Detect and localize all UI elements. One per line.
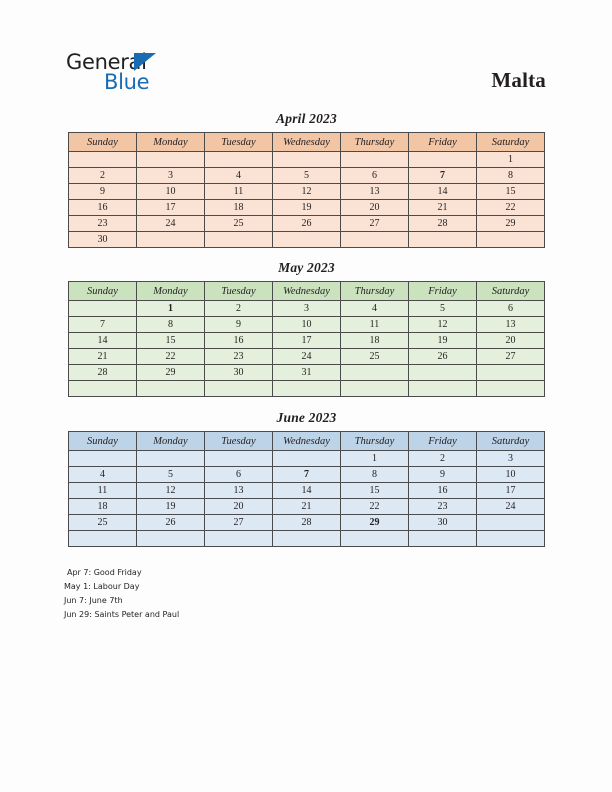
holiday-legend bbox=[64, 566, 464, 622]
calendar-day-cell[interactable]: 17 bbox=[273, 333, 341, 349]
calendar-day-cell[interactable]: 29 bbox=[477, 216, 545, 232]
calendar-day-cell[interactable]: 15 bbox=[477, 184, 545, 200]
legend-item: Jun 29: Saints Peter and Paul bbox=[64, 610, 180, 619]
weekday-header-wednesday: Wednesday bbox=[273, 133, 341, 152]
calendar-day-cell[interactable]: 20 bbox=[205, 499, 273, 515]
calendar-day-cell[interactable]: 12 bbox=[273, 184, 341, 200]
logo-triangle-icon bbox=[134, 53, 156, 71]
calendar-day-cell[interactable]: 23 bbox=[409, 499, 477, 515]
weekday-header-saturday: Saturday bbox=[477, 133, 545, 152]
calendar-day-cell[interactable]: 16 bbox=[205, 333, 273, 349]
logo-text-blue: Blue bbox=[104, 70, 150, 94]
calendar-day-cell[interactable]: 22 bbox=[341, 499, 409, 515]
calendar-body bbox=[69, 152, 545, 248]
calendar-table-april bbox=[68, 132, 545, 248]
calendar-day-cell[interactable]: 7 bbox=[69, 317, 137, 333]
month-title: May 2023 bbox=[278, 260, 335, 275]
calendar-day-cell[interactable]: 24 bbox=[273, 349, 341, 365]
calendar-day-cell[interactable]: 18 bbox=[69, 499, 137, 515]
weekday-header-row bbox=[69, 133, 545, 152]
calendar-day-cell[interactable]: 29 bbox=[137, 365, 205, 381]
calendar-week-row bbox=[69, 515, 545, 531]
calendar-day-cell[interactable]: 2 bbox=[409, 451, 477, 467]
calendar-day-cell[interactable]: 17 bbox=[137, 200, 205, 216]
calendar-week-row bbox=[69, 184, 545, 200]
calendar-day-cell[interactable]: 30 bbox=[205, 365, 273, 381]
calendar-day-cell[interactable]: 14 bbox=[409, 184, 477, 200]
calendar-table-june bbox=[68, 431, 545, 547]
calendar-body bbox=[69, 451, 545, 547]
weekday-header-sunday: Sunday bbox=[69, 432, 137, 451]
weekday-header-friday: Friday bbox=[409, 282, 477, 301]
calendar-day-cell[interactable]: 21 bbox=[409, 200, 477, 216]
calendar-week-row bbox=[69, 451, 545, 467]
calendar-day-cell[interactable]: 10 bbox=[273, 317, 341, 333]
calendar-week-row bbox=[69, 317, 545, 333]
weekday-header-thursday: Thursday bbox=[341, 282, 409, 301]
calendar-week-row bbox=[69, 381, 545, 397]
calendar-day-cell[interactable]: 9 bbox=[205, 317, 273, 333]
calendar-day-cell[interactable]: 22 bbox=[137, 349, 205, 365]
calendar-day-cell[interactable]: 21 bbox=[69, 349, 137, 365]
calendar-day-cell[interactable]: 23 bbox=[205, 349, 273, 365]
month-title: June 2023 bbox=[276, 410, 337, 425]
calendar-empty-cell bbox=[137, 531, 205, 547]
calendar-day-cell[interactable]: 1 bbox=[477, 152, 545, 168]
calendar-day-cell[interactable]: 28 bbox=[273, 515, 341, 531]
calendar-day-cell[interactable]: 14 bbox=[273, 483, 341, 499]
calendar-day-cell[interactable]: 18 bbox=[205, 200, 273, 216]
logo-text-general: General bbox=[66, 50, 147, 74]
calendar-day-cell[interactable]: 15 bbox=[341, 483, 409, 499]
weekday-header-monday: Monday bbox=[137, 133, 205, 152]
weekday-header-tuesday: Tuesday bbox=[205, 282, 273, 301]
calendar-day-cell[interactable]: 1 bbox=[341, 451, 409, 467]
calendar-empty-cell bbox=[273, 381, 341, 397]
calendar-day-cell[interactable]: 8 bbox=[341, 467, 409, 483]
calendar-day-cell[interactable]: 23 bbox=[69, 216, 137, 232]
weekday-header-row bbox=[69, 282, 545, 301]
page-header bbox=[0, 0, 612, 112]
calendar-day-cell[interactable]: 13 bbox=[341, 184, 409, 200]
calendar-day-cell[interactable]: 5 bbox=[137, 467, 205, 483]
calendar-empty-cell bbox=[205, 232, 273, 248]
calendar-empty-cell bbox=[341, 381, 409, 397]
weekday-header-friday: Friday bbox=[409, 432, 477, 451]
weekday-header-tuesday: Tuesday bbox=[205, 133, 273, 152]
calendar-empty-cell bbox=[205, 152, 273, 168]
calendar-day-cell[interactable]: 21 bbox=[273, 499, 341, 515]
calendar-day-cell[interactable]: 8 bbox=[137, 317, 205, 333]
calendar-day-cell[interactable]: 6 bbox=[477, 301, 545, 317]
calendar-empty-cell bbox=[477, 365, 545, 381]
calendar-day-cell[interactable]: 11 bbox=[341, 317, 409, 333]
calendar-empty-cell bbox=[341, 152, 409, 168]
weekday-header-thursday: Thursday bbox=[341, 432, 409, 451]
calendar-empty-cell bbox=[137, 152, 205, 168]
calendar-empty-cell bbox=[137, 451, 205, 467]
calendar-day-cell[interactable]: 15 bbox=[137, 333, 205, 349]
calendar-day-cell[interactable]: 17 bbox=[477, 483, 545, 499]
calendar-week-row bbox=[69, 301, 545, 317]
calendar-empty-cell bbox=[477, 515, 545, 531]
calendar-day-cell[interactable]: 26 bbox=[273, 216, 341, 232]
calendar-day-cell[interactable]: 16 bbox=[69, 200, 137, 216]
calendar-empty-cell bbox=[409, 531, 477, 547]
calendar-empty-cell bbox=[477, 381, 545, 397]
calendar-day-cell[interactable]: 24 bbox=[137, 216, 205, 232]
weekday-header-sunday: Sunday bbox=[69, 282, 137, 301]
calendar-day-cell[interactable]: 16 bbox=[409, 483, 477, 499]
calendar-day-cell[interactable]: 25 bbox=[69, 515, 137, 531]
calendar-week-row bbox=[69, 349, 545, 365]
calendar-day-cell[interactable]: 24 bbox=[477, 499, 545, 515]
calendar-day-cell[interactable]: 27 bbox=[477, 349, 545, 365]
calendar-day-cell[interactable]: 27 bbox=[205, 515, 273, 531]
calendar-day-cell[interactable]: 9 bbox=[69, 184, 137, 200]
calendar-day-cell[interactable]: 6 bbox=[341, 168, 409, 184]
calendar-week-row bbox=[69, 467, 545, 483]
calendar-day-cell[interactable]: 20 bbox=[341, 200, 409, 216]
calendar-day-cell[interactable]: 27 bbox=[341, 216, 409, 232]
calendar-day-cell[interactable]: 19 bbox=[137, 499, 205, 515]
calendar-day-cell[interactable]: 31 bbox=[273, 365, 341, 381]
calendar-empty-cell bbox=[205, 381, 273, 397]
calendar-empty-cell bbox=[273, 152, 341, 168]
calendar-empty-cell bbox=[477, 531, 545, 547]
calendar-day-cell[interactable]: 25 bbox=[205, 216, 273, 232]
calendar-day-cell[interactable]: 11 bbox=[69, 483, 137, 499]
calendar-day-cell[interactable]: 5 bbox=[273, 168, 341, 184]
calendar-empty-cell bbox=[409, 365, 477, 381]
month-block-june bbox=[68, 410, 545, 547]
calendar-empty-cell bbox=[137, 232, 205, 248]
calendar-empty-cell bbox=[341, 531, 409, 547]
calendar-day-cell[interactable]: 9 bbox=[409, 467, 477, 483]
weekday-header-wednesday: Wednesday bbox=[273, 432, 341, 451]
calendar-day-cell-holiday[interactable]: 7 bbox=[273, 467, 341, 483]
calendar-day-cell[interactable]: 10 bbox=[137, 184, 205, 200]
calendar-day-cell[interactable]: 4 bbox=[205, 168, 273, 184]
calendar-day-cell[interactable]: 30 bbox=[69, 232, 137, 248]
calendar-day-cell[interactable]: 30 bbox=[409, 515, 477, 531]
calendar-day-cell[interactable]: 2 bbox=[69, 168, 137, 184]
calendar-day-cell[interactable]: 12 bbox=[409, 317, 477, 333]
calendar-week-row bbox=[69, 365, 545, 381]
calendar-day-cell[interactable]: 4 bbox=[69, 467, 137, 483]
calendar-day-cell[interactable]: 14 bbox=[69, 333, 137, 349]
calendar-empty-cell bbox=[341, 365, 409, 381]
legend-item: Apr 7: Good Friday bbox=[67, 568, 142, 577]
calendar-week-row bbox=[69, 499, 545, 515]
weekday-header-saturday: Saturday bbox=[477, 282, 545, 301]
calendar-week-row bbox=[69, 168, 545, 184]
calendar-day-cell[interactable]: 12 bbox=[137, 483, 205, 499]
calendar-empty-cell bbox=[341, 232, 409, 248]
calendar-empty-cell bbox=[409, 381, 477, 397]
calendar-day-cell[interactable]: 2 bbox=[205, 301, 273, 317]
calendar-day-cell[interactable]: 28 bbox=[69, 365, 137, 381]
month-block-april bbox=[68, 111, 545, 248]
calendar-week-row bbox=[69, 232, 545, 248]
calendar-day-cell[interactable]: 22 bbox=[477, 200, 545, 216]
calendar-empty-cell bbox=[273, 232, 341, 248]
legend-item: May 1: Labour Day bbox=[64, 582, 140, 591]
calendar-week-row bbox=[69, 216, 545, 232]
calendar-week-row bbox=[69, 333, 545, 349]
calendar-day-cell-holiday[interactable]: 1 bbox=[137, 301, 205, 317]
weekday-header-friday: Friday bbox=[409, 133, 477, 152]
calendar-day-cell[interactable]: 28 bbox=[409, 216, 477, 232]
calendar-day-cell[interactable]: 25 bbox=[341, 349, 409, 365]
calendar-empty-cell bbox=[409, 232, 477, 248]
calendar-day-cell[interactable]: 11 bbox=[205, 184, 273, 200]
calendar-empty-cell bbox=[409, 152, 477, 168]
weekday-header-wednesday: Wednesday bbox=[273, 282, 341, 301]
calendar-day-cell[interactable]: 5 bbox=[409, 301, 477, 317]
calendar-day-cell-holiday[interactable]: 29 bbox=[341, 515, 409, 531]
weekday-header-monday: Monday bbox=[137, 432, 205, 451]
calendar-empty-cell bbox=[69, 531, 137, 547]
calendar-day-cell[interactable]: 13 bbox=[205, 483, 273, 499]
calendar-day-cell[interactable]: 3 bbox=[273, 301, 341, 317]
calendar-day-cell[interactable]: 19 bbox=[273, 200, 341, 216]
calendar-day-cell[interactable]: 6 bbox=[205, 467, 273, 483]
calendar-empty-cell bbox=[273, 451, 341, 467]
calendar-empty-cell bbox=[273, 531, 341, 547]
calendar-day-cell[interactable]: 3 bbox=[477, 451, 545, 467]
calendar-day-cell[interactable]: 8 bbox=[477, 168, 545, 184]
month-block-may bbox=[68, 260, 545, 397]
calendar-day-cell[interactable]: 4 bbox=[341, 301, 409, 317]
weekday-header-monday: Monday bbox=[137, 282, 205, 301]
page-title: Malta bbox=[491, 68, 546, 92]
calendar-empty-cell bbox=[69, 381, 137, 397]
calendar-empty-cell bbox=[69, 451, 137, 467]
calendar-day-cell[interactable]: 19 bbox=[409, 333, 477, 349]
calendar-week-row bbox=[69, 200, 545, 216]
month-title: April 2023 bbox=[276, 111, 337, 126]
calendar-day-cell[interactable]: 18 bbox=[341, 333, 409, 349]
calendar-body bbox=[69, 301, 545, 397]
calendar-empty-cell bbox=[477, 232, 545, 248]
calendar-day-cell[interactable]: 3 bbox=[137, 168, 205, 184]
calendar-day-cell[interactable]: 20 bbox=[477, 333, 545, 349]
calendar-day-cell[interactable]: 10 bbox=[477, 467, 545, 483]
calendar-day-cell[interactable]: 26 bbox=[137, 515, 205, 531]
weekday-header-sunday: Sunday bbox=[69, 133, 137, 152]
calendar-week-row bbox=[69, 152, 545, 168]
calendar-empty-cell bbox=[69, 152, 137, 168]
calendar-day-cell[interactable]: 13 bbox=[477, 317, 545, 333]
weekday-header-saturday: Saturday bbox=[477, 432, 545, 451]
weekday-header-thursday: Thursday bbox=[341, 133, 409, 152]
calendar-day-cell[interactable]: 26 bbox=[409, 349, 477, 365]
calendar-week-row bbox=[69, 531, 545, 547]
calendar-empty-cell bbox=[137, 381, 205, 397]
legend-item: Jun 7: June 7th bbox=[64, 596, 123, 605]
weekday-header-row bbox=[69, 432, 545, 451]
calendar-empty-cell bbox=[205, 451, 273, 467]
weekday-header-tuesday: Tuesday bbox=[205, 432, 273, 451]
general-blue-logo bbox=[66, 52, 246, 100]
calendar-empty-cell bbox=[205, 531, 273, 547]
calendar-week-row bbox=[69, 483, 545, 499]
calendar-table-may bbox=[68, 281, 545, 397]
calendar-empty-cell bbox=[69, 301, 137, 317]
calendar-day-cell-holiday[interactable]: 7 bbox=[409, 168, 477, 184]
